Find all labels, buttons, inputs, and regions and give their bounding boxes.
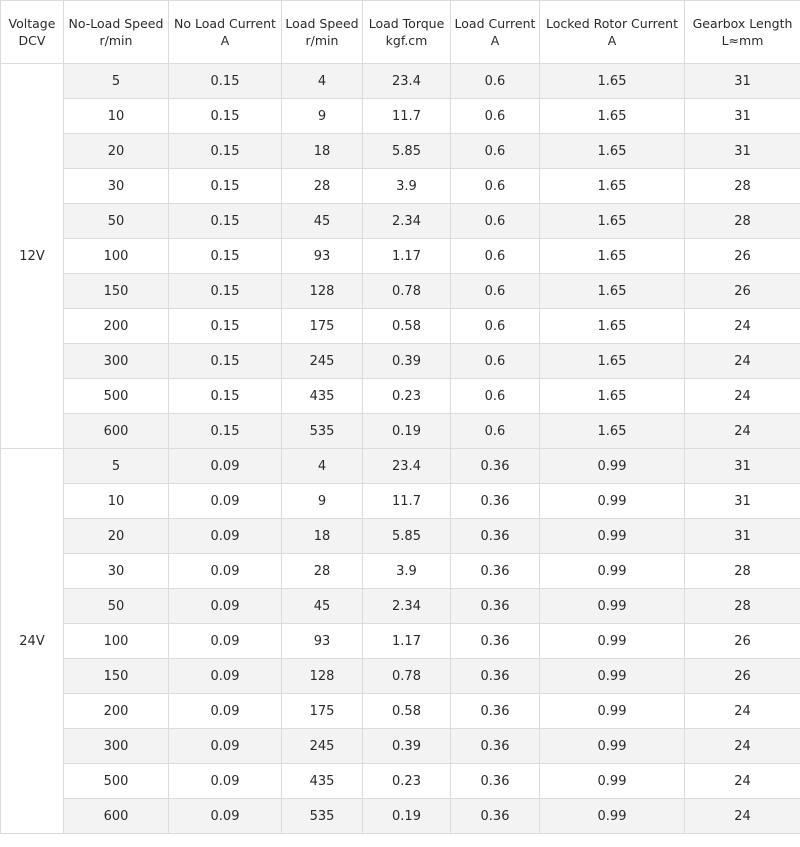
table-cell: 100 (64, 624, 169, 659)
table-cell: 11.7 (363, 99, 451, 134)
table-cell: 0.39 (363, 344, 451, 379)
table-cell: 0.99 (540, 589, 685, 624)
table-cell: 0.23 (363, 379, 451, 414)
header-locked-rotor-current: Locked Rotor Current A (540, 1, 685, 64)
table-cell: 1.65 (540, 169, 685, 204)
table-cell: 0.36 (451, 624, 540, 659)
table-cell: 18 (282, 134, 363, 169)
table-cell: 0.19 (363, 414, 451, 449)
table-row (1, 99, 800, 134)
table-cell: 0.99 (540, 729, 685, 764)
table-row (1, 134, 800, 169)
table-row (1, 309, 800, 344)
table-cell: 245 (282, 729, 363, 764)
table-cell: 0.58 (363, 694, 451, 729)
table-row (1, 379, 800, 414)
voltage-cell: 24V (1, 449, 64, 834)
table-header (1, 1, 800, 64)
table-cell: 5 (64, 64, 169, 99)
table-cell: 0.36 (451, 519, 540, 554)
table-cell: 30 (64, 554, 169, 589)
table-cell: 600 (64, 799, 169, 834)
table-cell: 9 (282, 484, 363, 519)
table-cell: 24 (685, 799, 800, 834)
table-cell: 0.15 (169, 204, 282, 239)
table-cell: 31 (685, 134, 800, 169)
table-cell: 4 (282, 449, 363, 484)
table-cell: 0.36 (451, 799, 540, 834)
table-cell: 0.99 (540, 624, 685, 659)
table-cell: 4 (282, 64, 363, 99)
table-cell: 0.6 (451, 309, 540, 344)
table-cell: 535 (282, 799, 363, 834)
table-cell: 26 (685, 274, 800, 309)
table-cell: 435 (282, 764, 363, 799)
table-cell: 0.99 (540, 799, 685, 834)
table-cell: 0.99 (540, 519, 685, 554)
table-cell: 0.99 (540, 694, 685, 729)
table-cell: 0.09 (169, 729, 282, 764)
table-cell: 26 (685, 659, 800, 694)
table-row (1, 344, 800, 379)
table-cell: 300 (64, 344, 169, 379)
table-cell: 0.15 (169, 379, 282, 414)
header-load-speed: Load Speed r/min (282, 1, 363, 64)
table-row (1, 64, 800, 99)
table-cell: 0.99 (540, 659, 685, 694)
table-cell: 28 (685, 554, 800, 589)
table-cell: 45 (282, 204, 363, 239)
table-cell: 0.09 (169, 764, 282, 799)
table-cell: 0.36 (451, 764, 540, 799)
table-cell: 0.99 (540, 554, 685, 589)
table-cell: 245 (282, 344, 363, 379)
table-cell: 45 (282, 589, 363, 624)
table-cell: 200 (64, 694, 169, 729)
table-cell: 100 (64, 239, 169, 274)
table-cell: 0.15 (169, 239, 282, 274)
table-cell: 3.9 (363, 554, 451, 589)
table-cell: 435 (282, 379, 363, 414)
table-cell: 0.36 (451, 659, 540, 694)
table-cell: 0.15 (169, 99, 282, 134)
table-cell: 0.99 (540, 449, 685, 484)
table-cell: 535 (282, 414, 363, 449)
header-load-current: Load Current A (451, 1, 540, 64)
header-row (1, 1, 800, 64)
table-cell: 1.65 (540, 309, 685, 344)
table-cell: 0.15 (169, 344, 282, 379)
table-cell: 0.78 (363, 274, 451, 309)
table-row (1, 169, 800, 204)
table-cell: 150 (64, 659, 169, 694)
table-cell: 31 (685, 64, 800, 99)
table-cell: 24 (685, 309, 800, 344)
table-row (1, 274, 800, 309)
table-cell: 0.6 (451, 414, 540, 449)
header-no-load-current: No Load Current A (169, 1, 282, 64)
table-cell: 0.15 (169, 169, 282, 204)
table-row (1, 799, 800, 834)
table-cell: 31 (685, 519, 800, 554)
table-cell: 26 (685, 624, 800, 659)
table-cell: 1.65 (540, 379, 685, 414)
table-cell: 1.65 (540, 64, 685, 99)
table-cell: 24 (685, 379, 800, 414)
table-cell: 0.09 (169, 694, 282, 729)
table-cell: 28 (282, 554, 363, 589)
table-cell: 1.65 (540, 239, 685, 274)
table-cell: 1.65 (540, 204, 685, 239)
table-cell: 23.4 (363, 64, 451, 99)
table-cell: 0.09 (169, 484, 282, 519)
table-cell: 30 (64, 169, 169, 204)
table-cell: 50 (64, 204, 169, 239)
table-cell: 5.85 (363, 519, 451, 554)
table-cell: 1.65 (540, 134, 685, 169)
table-cell: 150 (64, 274, 169, 309)
table-cell: 0.15 (169, 309, 282, 344)
table-cell: 0.39 (363, 729, 451, 764)
table-cell: 1.65 (540, 344, 685, 379)
table-cell: 50 (64, 589, 169, 624)
table-cell: 24 (685, 414, 800, 449)
table-cell: 0.09 (169, 519, 282, 554)
table-row (1, 449, 800, 484)
table-cell: 175 (282, 694, 363, 729)
table-cell: 500 (64, 764, 169, 799)
header-no-load-speed: No-Load Speed r/min (64, 1, 169, 64)
table-cell: 0.36 (451, 729, 540, 764)
table-cell: 1.17 (363, 239, 451, 274)
table-cell: 5 (64, 449, 169, 484)
table-cell: 20 (64, 519, 169, 554)
table-cell: 0.09 (169, 449, 282, 484)
table-cell: 1.65 (540, 414, 685, 449)
table-cell: 24 (685, 729, 800, 764)
table-cell: 0.36 (451, 694, 540, 729)
table-row (1, 554, 800, 589)
table-row (1, 659, 800, 694)
table-row (1, 624, 800, 659)
table-cell: 0.19 (363, 799, 451, 834)
table-cell: 28 (685, 204, 800, 239)
table-cell: 5.85 (363, 134, 451, 169)
table-cell: 0.23 (363, 764, 451, 799)
table-row (1, 484, 800, 519)
table-cell: 0.36 (451, 484, 540, 519)
table-cell: 128 (282, 274, 363, 309)
table-cell: 0.6 (451, 239, 540, 274)
table-cell: 23.4 (363, 449, 451, 484)
table-cell: 0.09 (169, 554, 282, 589)
table-cell: 93 (282, 624, 363, 659)
table-cell: 9 (282, 99, 363, 134)
table-cell: 28 (685, 589, 800, 624)
header-load-torque: Load Torque kgf.cm (363, 1, 451, 64)
table-cell: 0.6 (451, 99, 540, 134)
table-cell: 0.78 (363, 659, 451, 694)
table-row (1, 694, 800, 729)
table-cell: 10 (64, 99, 169, 134)
table-cell: 0.09 (169, 624, 282, 659)
table-cell: 175 (282, 309, 363, 344)
table-cell: 11.7 (363, 484, 451, 519)
table-row (1, 764, 800, 799)
table-cell: 0.36 (451, 589, 540, 624)
table-cell: 0.99 (540, 484, 685, 519)
table-cell: 2.34 (363, 204, 451, 239)
table-cell: 24 (685, 694, 800, 729)
table-cell: 0.6 (451, 379, 540, 414)
table-cell: 0.6 (451, 204, 540, 239)
table-cell: 0.58 (363, 309, 451, 344)
header-gearbox-length: Gearbox Length L≈mm (685, 1, 800, 64)
table-row (1, 204, 800, 239)
table-row (1, 414, 800, 449)
table-body (1, 64, 800, 834)
table-cell: 26 (685, 239, 800, 274)
table-cell: 0.6 (451, 274, 540, 309)
table-cell: 1.65 (540, 99, 685, 134)
table-cell: 20 (64, 134, 169, 169)
table-cell: 0.6 (451, 64, 540, 99)
table-cell: 28 (282, 169, 363, 204)
table-cell: 0.36 (451, 449, 540, 484)
table-cell: 300 (64, 729, 169, 764)
table-cell: 0.15 (169, 134, 282, 169)
table-cell: 0.15 (169, 414, 282, 449)
table-cell: 31 (685, 449, 800, 484)
table-cell: 93 (282, 239, 363, 274)
table-cell: 24 (685, 764, 800, 799)
table-cell: 128 (282, 659, 363, 694)
table-row (1, 519, 800, 554)
table-cell: 0.15 (169, 274, 282, 309)
table-cell: 3.9 (363, 169, 451, 204)
table-cell: 0.6 (451, 169, 540, 204)
table-cell: 18 (282, 519, 363, 554)
table-cell: 1.17 (363, 624, 451, 659)
table-row (1, 239, 800, 274)
table-cell: 1.65 (540, 274, 685, 309)
table-cell: 200 (64, 309, 169, 344)
table-cell: 0.36 (451, 554, 540, 589)
table-cell: 0.09 (169, 659, 282, 694)
header-voltage: Voltage DCV (1, 1, 64, 64)
table-cell: 2.34 (363, 589, 451, 624)
table-cell: 0.09 (169, 799, 282, 834)
table-cell: 0.15 (169, 64, 282, 99)
table-cell: 0.09 (169, 589, 282, 624)
table-cell: 0.6 (451, 134, 540, 169)
table-cell: 0.99 (540, 764, 685, 799)
table-cell: 500 (64, 379, 169, 414)
table-cell: 10 (64, 484, 169, 519)
table-cell: 24 (685, 344, 800, 379)
table-cell: 31 (685, 484, 800, 519)
voltage-cell: 12V (1, 64, 64, 449)
table-row (1, 729, 800, 764)
table-cell: 31 (685, 99, 800, 134)
table-cell: 0.6 (451, 344, 540, 379)
table-cell: 28 (685, 169, 800, 204)
table-cell: 600 (64, 414, 169, 449)
table-row (1, 589, 800, 624)
